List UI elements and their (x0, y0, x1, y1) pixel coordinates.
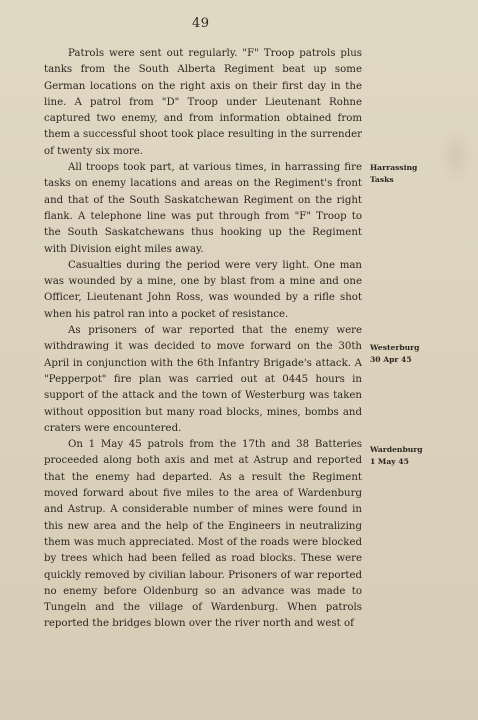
margin-note-harrassing: Harrassing Tasks (370, 163, 418, 184)
paragraph-harrassing-fire: All troops took part, at various times, in harrassing fire tasks on enemy lacations and areas on the Regiment's front and that of the South Saskatchewan Regiment on the right flank. A telephone line was put through from "F" Troop to the South Saskatchewans thus hooking up the Regiment with Division eight miles away. (44, 162, 362, 255)
page-number: 49 (192, 16, 210, 31)
paragraph-casualties: Casualties during the period were very light. One man was wounded by a mine, one by blast from a mine and one Officer, Lieutenant John Ross, was wounded by a rifle shot when his patrol ran into a pocket of resistance. (44, 259, 362, 320)
margin-note-westerburg: Westerburg 30 Apr 45 (370, 343, 420, 364)
paragraph-patrols: Patrols were sent out regularly. "F" Troop patrols plus tanks from the South Alberta Regiment beat up some German locations on the right axis on their first day in the line. A patrol from "D" Troop under Lieutenant Rohne captured two enemy, and from information obtained from them a successful shoot took place resulting in the surrender of twenty six more. (44, 48, 362, 157)
margin-note-wardenburg: Wardenburg 1 May 45 (370, 445, 423, 466)
paragraph-wardenburg: On 1 May 45 patrols from the 17th and 38 Batteries proceeded along both axis and met at Astrup and reported that the enemy had departed. As a result the Regiment moved forward about five miles to the area of Wardenburg and Astrup. A considerable number of mines were found in this new area and the help of the Engineers in neutralizing them was much appreciated. Most of the roads were blocked by trees which had been felled as road blocks. These were quickly removed by civilian labour. Prisoners of war reported no enemy before Oldenburg so an advance was made to Tungeln and the village of Wardenburg. When patrols reported the bridges blown over the river north and west of (44, 439, 362, 630)
main-text-column (44, 46, 362, 633)
paragraph-westerburg: As prisoners of war reported that the enemy were withdrawing it was decided to move forward on the 30th April in conjunction with the 6th Infantry Brigade's attack. A "Pepperpot" fire plan was carried out at 0445 hours in support of the attack and the town of Westerburg was taken without opposition but many road blocks, mines, bombs and craters were encountered. (44, 325, 362, 434)
